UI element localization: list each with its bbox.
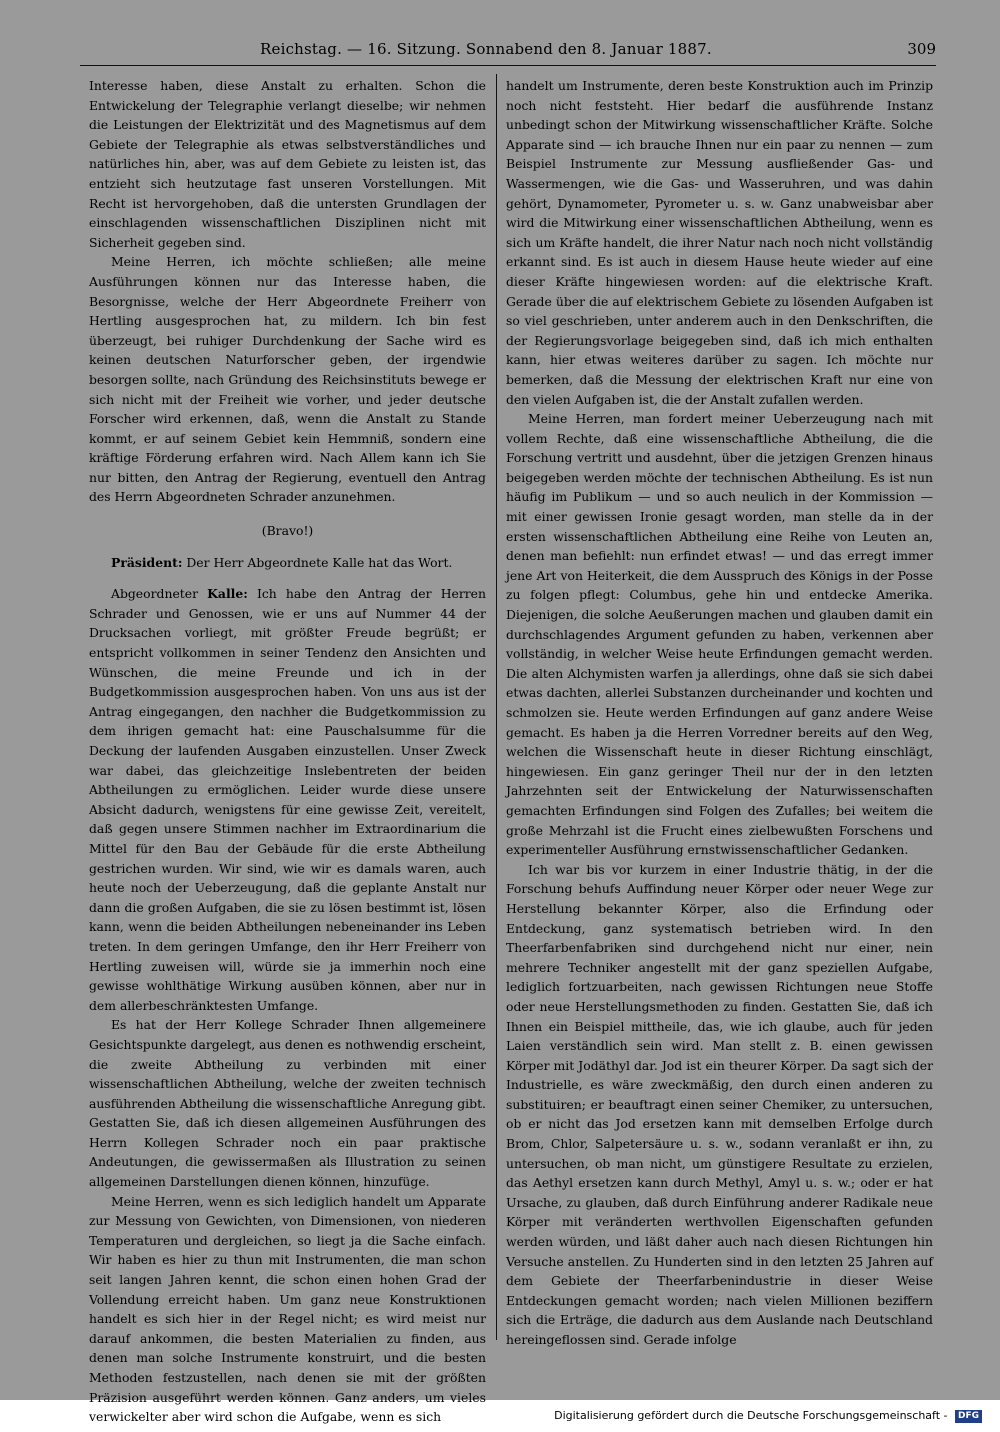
kalle-intro: Abgeordneter (111, 586, 208, 602)
bravo-interjection: (Bravo!) (261, 523, 314, 539)
president-label: Präsident: (111, 554, 183, 570)
running-title: Reichstag. — 16. Sitzung. Sonnabend den 8. Januar 1887. (260, 40, 712, 58)
right-column (506, 76, 933, 1350)
footer-credit: Digitalisierung gefördert durch die Deutsche Forschungsgemeinschaft - (554, 1409, 948, 1422)
right-paragraph-3: Ich war bis vor kurzem in einer Industrie thätig, in der die Forschung behufs Auffindung neuer Körper oder neuer Wege zur Herstellung bekannter Körper, also die Erfindung oder Entdeckung, ganz systematisch betrieben wird. In den Theerfarbenfabriken sind durchgehend nicht nur einer, nein mehrere Techniker angestellt mit der ganz speziellen Aufgabe, lediglich fortzuarbeiten, nach gewissen Richtungen neue Stoffe oder neue Herstellungsmethoden zu finden. Gestatten Sie, daß ich Ihnen ein Beispiel mittheile, das, wie ich glaube, auch für jeden Laien verständlich sein wird. Man stellt z. B. einen gewissen Körper mit Jodäthyl dar. Jod ist ein theurer Körper. Da sagt sich der Industrielle, es wäre zweckmäßig, den durch einen anderen zu substituiren; er beauftragt einen seiner Chemiker, zu untersuchen, ob er nicht das Jod ersetzen kann mit demselben Erfolge durch Brom, Chlor, Salpetersäure u. s. w., sodann veranlaßt er ihn, zu untersuchen, ob man nicht, um günstigere Resultate zu erzielen, das Aethyl ersetzen kann durch Methyl, Amyl u. s. w.; oder er hat Ursache, zu glauben, daß durch Einführung anderer Radikale neue Körper mit veränderten werthvollen Eigenschaften gefunden werden würden, und läßt daher auch nach diesen Richtungen hin Versuche anstellen. Zu Hunderten sind in den letzten 25 Jahren auf dem Gebiete der Theerfarbenindustrie in dieser Weise Entdeckungen gemacht worden; nach vielen Millionen beziffern sich die Erträge, die dadurch aus dem Auslande nach Deutschland hereingeflossen sind. Gerade infolge (506, 861, 933, 1347)
right-paragraph-1: handelt um Instrumente, deren beste Konstruktion auch im Prinzip noch nicht feststeht. Hier bedarf die ausführende Instanz unbedingt schon der Mitwirkung wissenschaftlicher Kräfte. Solche Apparate sind — ich brauche Ihnen nur ein paar zu nennen — zum Beispiel Instrumente zur Messung ausfließender Gas- und Wassermengen, wie die Gas- und Wasseruhren, und was dahin gehört, Dynamometer, Pyrometer u. s. w. Ganz unabweisbar aber wird die Mitwirkung einer wissenschaftlichen Abtheilung, wenn es sich um Kräfte handelt, die ihrer Natur nach noch nicht vollständig erkannt sind. Es ist auch in diesem Hause heute wieder auf eine dieser Kräfte hingewiesen worden: auf die elektrische Kraft. Gerade über die auf elektrischem Gebiete zu lösenden Aufgaben ist so viel geschrieben, unter anderem auch in den Denkschriften, die der Regierungsvorlage beigegeben sind, daß ich mich enthalten kann, hier etwas weiteres darüber zu sagen. Ich möchte nur bemerken, daß die Messung der elektrischen Kraft nur eine von den vielen Aufgaben ist, die der Anstalt zufallen werden. (506, 78, 933, 407)
column-divider (496, 74, 497, 1340)
left-paragraph-4: Es hat der Herr Kollege Schrader Ihnen allgemeinere Gesichtspunkte dargelegt, aus denen es nothwendig erscheint, die zweite Abtheilung zu verbinden mit einer wissenschaftlichen Abtheilung, welche der zweiten technisch ausführenden Abtheilung die wissenschaftliche Anregung gibt. Gestatten Sie, daß ich diesen allgemeinen Ausführungen des Herrn Kollegen Schrader noch ein paar praktische Andeutungen, die gewissermaßen als Illustration zu seinen allgemeinen Darstellungen dienen können, hinzufüge. (89, 1017, 486, 1190)
dfg-logo: DFG (955, 1410, 982, 1423)
president-text: Der Herr Abgeordnete Kalle hat das Wort. (182, 554, 453, 570)
page-number: 309 (907, 40, 936, 58)
kalle-speech (89, 584, 486, 1015)
left-paragraph-1: Interesse haben, diese Anstalt zu erhalten. Schon die Entwickelung der Telegraphie verlangt dieselbe; wir nehmen die Leistungen der Elektrizität und des Magnetismus auf dem Gebiete der Telegraphie als etwas selbstverständliches und natürliches hin, aber, was auf dem Gebiete zu leisten ist, das entzieht sich heutzutage fast unseren Vorstellungen. Mit Recht ist hervorgehoben, daß die untersten Grundlagen der einschlagenden wissenschaftlichen Disziplinen nicht mit Sicherheit gegeben sind. (89, 78, 486, 250)
page-header (80, 34, 936, 64)
digitization-footer (0, 1406, 982, 1426)
president-statement (89, 553, 486, 573)
left-paragraph-5: Meine Herren, wenn es sich lediglich handelt um Apparate zur Messung von Gewichten, von Dimensionen, von niederen Temperaturen und dergleichen, so liegt ja die Sache einfach. Wir haben es hier zu thun mit Instrumenten, die man schon seit langen Jahren kennt, die schon einen hohen Grad der Vollendung erreicht haben. Um ganz neue Konstruktionen handelt es sich hier in der Regel nicht; es wird meist nur darauf ankommen, die besten Materialien zu finden, aus denen man solche Instrumente konstruirt, und die besten Methoden festzustellen, nach denen sie mit der größten Präzision ausgeführt werden können. Ganz anders, um vieles verwickelter aber wird schon die Aufgabe, wenn es sich (89, 1193, 486, 1425)
section-gap (89, 572, 486, 584)
left-paragraph-3: Ich habe den Antrag der Herren Schrader und Genossen, wie er uns auf Nummer 44 der Drucksachen vorliegt, mit größter Freude begrüßt; er entspricht vollkommen in seiner Tendenz den Ansichten und Wünschen, die meine Freunde und ich in der Budgetkommission ausgesprochen haben. Von uns aus ist der Antrag eingegangen, den nachher die Budgetkommission zu dem ihrigen gemacht hat: eine Pauschalsumme für die Deckung der laufenden Ausgaben einzustellen. Unser Zweck war dabei, das gleichzeitige Inslebentreten der beiden Abtheilungen zu ermöglichen. Leider wurde diese unsere Absicht dadurch, wenigstens für eine gewisse Zeit, vereitelt, daß gegen unsere Stimmen nachher im Extraordinarium die Mittel für den Bau der Gebäude für die erste Abtheilung gestrichen wurden. Wir sind, wie wir es damals waren, auch heute noch der Ueberzeugung, daß die geplante Anstalt nur dann die großen Aufgaben, die sie zu lösen bestimmt ist, lösen kann, wenn die beiden Abtheilungen nebeneinander ins Leben treten. In dem geringen Umfange, den ihr Herr Freiherr von Hertling zuweisen will, würde sie ja immerhin noch eine gewisse wohlthätige Wirkung ausüben können, aber nur in dem allerbeschränktesten Umfange. (89, 586, 486, 1013)
kalle-label: Kalle: (207, 586, 248, 602)
left-paragraph-2: Meine Herren, ich möchte schließen; alle meine Ausführungen können nur das Interesse haben, die Besorgnisse, welche der Herr Abgeordnete Freiherr von Hertling ausgesprochen hat, zu mildern. Ich bin fest überzeugt, bei ruhiger Durchdenkung der Sache wird es keinen deutschen Naturforscher geben, der irgendwie besorgen sollte, nach Gründung des Reichsinstituts bewege er sich nicht mit der Freiheit wie vorher, und jeder deutsche Forscher wird erkennen, daß, wenn die Anstalt zu Stande kommt, er auf seinem Gebiet kein Hemmniß, sondern eine kräftige Förderung erfahren wird. Nach Allem kann ich Sie nur bitten, den Antrag der Regierung, eventuell den Antrag des Herrn Abgeordneten Schrader anzunehmen. (89, 254, 486, 505)
left-column (89, 76, 486, 1427)
header-rule (80, 65, 936, 66)
right-paragraph-2: Meine Herren, man fordert meiner Ueberzeugung nach mit vollem Rechte, daß eine wissenschaftliche Abtheilung, die die Forschung vertritt und ausdehnt, über die jetzigen Grenzen hinaus beigegeben werden möchte der technischen Abtheilung. Es ist nun häufig im Publikum — und so auch neulich in der Kommission — mit einer gewissen Ironie gesagt worden, man stelle da in der ersten wissenschaftlichen Abtheilung eine Reihe von Leuten an, denen man befiehlt: nun erfindet etwas! — und das erregt immer jene Art von Heiterkeit, die dem Ausspruch des Königs in der Posse zu folgen pflegt: Columbus, gehe hin und entdecke Amerika. Diejenigen, die solche Aeußerungen machen und glauben damit ein durchschlagendes Argument gefunden zu haben, verkennen aber vollständig, in welcher Weise heute Erfindungen gemacht werden. Die alten Alchymisten warfen ja allerdings, ohne daß sie sich dabei etwas dachten, allerlei Substanzen durcheinander und kochten und schmolzen sie. Heute werden Erfindungen auf ganz andere Weise gemacht. Es haben ja die Herren Vorredner bereits auf den Weg, welchen die Wissenschaft heute in dieser Richtung einschlägt, hingewiesen. Ein ganz geringer Theil nur der in den letzten Jahrzehnten seit der Entwickelung der Naturwissenschaften gemachten Erfindungen sind Folgen des Zufalles; bei weitem die große Mehrzahl ist die Frucht eines zielbewußten Forschens und experimenteller Ausführung ernstwissenschaftlicher Gedanken. (506, 411, 933, 858)
